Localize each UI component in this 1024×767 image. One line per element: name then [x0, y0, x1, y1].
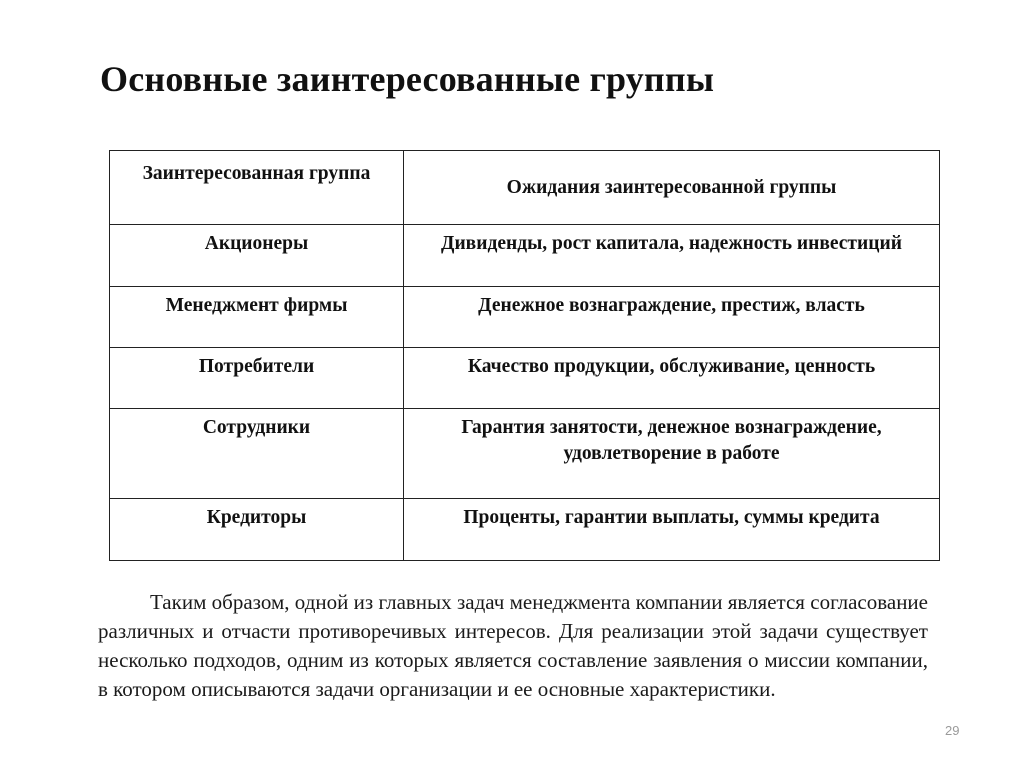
cell-expectations: Качество продукции, обслуживание, ценность — [404, 348, 940, 409]
page-title: Основные заинтересованные группы — [100, 59, 715, 99]
cell-expectations: Проценты, гарантии выплаты, суммы кредита — [404, 499, 940, 561]
table-row — [110, 499, 940, 561]
cell-group: Менеджмент фирмы — [110, 287, 404, 348]
table-row — [110, 409, 940, 499]
table-row — [110, 287, 940, 348]
table-row — [110, 225, 940, 287]
cell-group: Кредиторы — [110, 499, 404, 561]
header-expectations: Ожидания заинтересованной группы — [404, 151, 940, 225]
stakeholders-table — [109, 150, 940, 561]
cell-expectations: Дивиденды, рост капитала, надежность инвестиций — [404, 225, 940, 287]
table-row — [110, 348, 940, 409]
header-group: Заинтересованная группа — [110, 151, 404, 225]
cell-group: Потребители — [110, 348, 404, 409]
cell-group: Сотрудники — [110, 409, 404, 499]
cell-group: Акционеры — [110, 225, 404, 287]
page-number: 29 — [945, 723, 960, 738]
table-header-row — [110, 151, 940, 225]
body-paragraph: Таким образом, одной из главных задач менеджмента компании является согласование различных и отчасти противоречивых интересов. Для реализации этой задачи существует несколько подходов, одним из которых является составление заявления о миссии компании, в котором описываются задачи организации и ее основные характеристики. — [98, 590, 928, 701]
cell-expectations: Гарантия занятости, денежное вознаграждение, удовлетворение в работе — [404, 409, 940, 499]
cell-expectations: Денежное вознаграждение, престиж, власть — [404, 287, 940, 348]
